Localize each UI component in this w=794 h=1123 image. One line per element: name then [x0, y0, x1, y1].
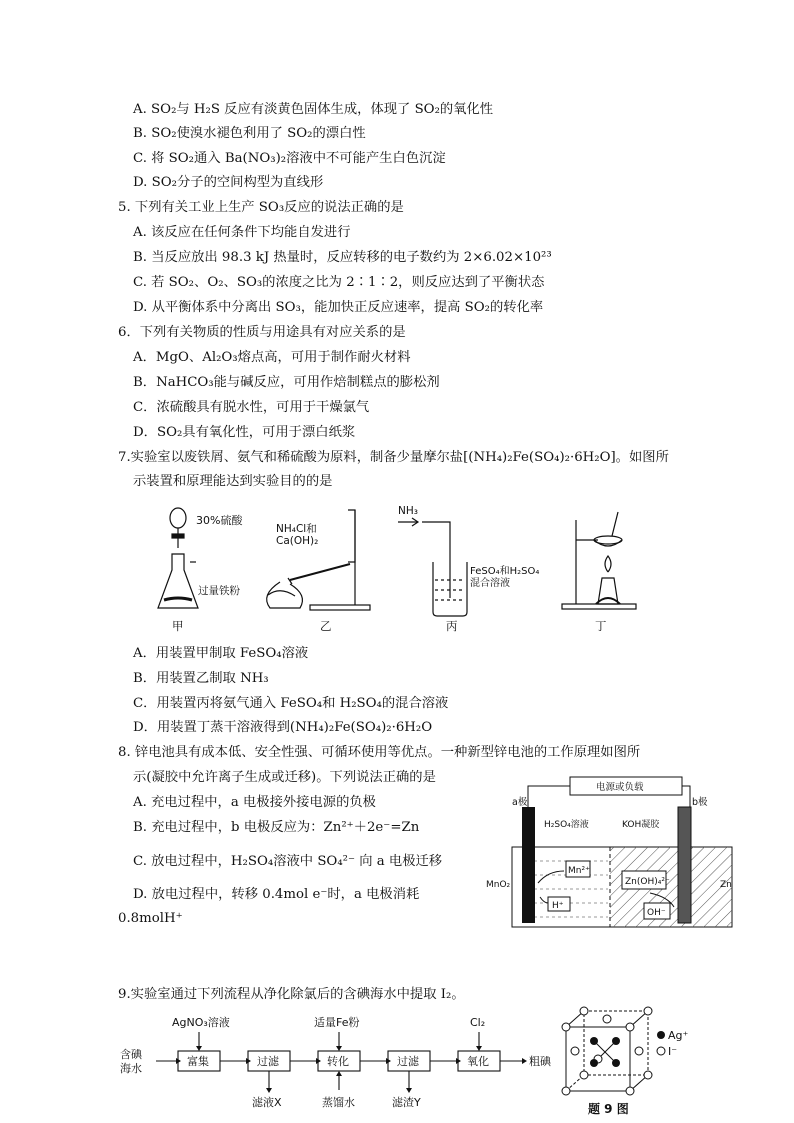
q5-option-b: B. 当反应放出 98.3 kJ 热量时，反应转移的电子数约为 2×6.02×10²³ — [133, 250, 552, 265]
battery-h-ion: H⁺ — [552, 901, 564, 911]
q8-option-d: D. 放电过程中，转移 0.4mol e⁻时，a 电极消耗 — [133, 887, 420, 902]
q8-option-b: B. 充电过程中，b 电极反应为：Zn²⁺＋2e⁻=Zn — [133, 820, 420, 835]
flow-input-cl2: Cl₂ — [470, 1016, 486, 1029]
crystal-figure-caption: 题 9 图 — [588, 1102, 629, 1116]
q7-apparatus-figure — [150, 500, 650, 635]
battery-b-label: b极 — [692, 797, 708, 808]
q5-option-c: C. 若 SO₂、O₂、SO₃的浓度之比为 2∶1∶2，则反应达到了平衡状态 — [133, 275, 545, 290]
q7-option-b: B．用装置乙制取 NH₃ — [133, 671, 269, 686]
legend-iodide: I⁻ — [668, 1045, 678, 1058]
flow-output: 粗碘 — [529, 1055, 551, 1068]
legend-ag: Ag⁺ — [668, 1029, 689, 1042]
q7-stem-line1: 7.实验室以废铁屑、氨气和稀硫酸为原料，制备少量摩尔盐[(NH₄)₂Fe(SO₄)₂·6H₂O]。如图所 — [118, 450, 669, 465]
q7-option-a: A．用装置甲制取 FeSO₄溶液 — [133, 646, 309, 661]
flow-step-oxidize: 氧化 — [467, 1055, 489, 1068]
flow-input-line2: 海水 — [120, 1062, 142, 1075]
q4-option-c: C. 将 SO₂通入 Ba(NO₃)₂溶液中不可能产生白色沉淀 — [133, 151, 446, 166]
flow-input-line1: 含碘 — [120, 1048, 142, 1061]
battery-figure — [482, 775, 754, 933]
q8-stem-line2: 示(凝胶中允许离子生成或迁移)。下列说法正确的是 — [133, 770, 436, 785]
q6-option-b: B．NaHCO₃能与碱反应，可用作焙制糕点的膨松剂 — [133, 375, 440, 390]
flow-filtrate-x: 滤液X — [252, 1096, 282, 1109]
bing-gas-label: NH₃ — [398, 505, 418, 517]
q7-option-d: D．用装置丁蒸干溶液得到(NH₄)₂Fe(SO₄)₂·6H₂O — [133, 720, 433, 735]
crystal-cell-figure — [560, 1005, 690, 1120]
flow-input-fe: 适量Fe粉 — [314, 1016, 360, 1029]
jia-caption: 甲 — [172, 619, 184, 633]
battery-oh-ion: OH⁻ — [647, 908, 666, 918]
ding-caption: 丁 — [595, 619, 607, 633]
q9-flowchart — [118, 1008, 558, 1118]
battery-mn-ion: Mn²⁺ — [568, 866, 590, 876]
yi-caption: 乙 — [320, 619, 332, 633]
q8-option-d-cont: 0.8molH⁺ — [118, 911, 183, 926]
q9-stem: 9.实验室通过下列流程从净化除氯后的含碘海水中提取 I₂。 — [118, 987, 465, 1002]
bing-caption: 丙 — [446, 619, 458, 633]
flow-step-filter-1: 过滤 — [257, 1055, 279, 1068]
q8-option-a: A. 充电过程中，a 电极接外接电源的负极 — [133, 795, 376, 810]
q8-option-c: C. 放电过程中，H₂SO₄溶液中 SO₄²⁻ 向 a 电极迁移 — [133, 854, 443, 869]
flow-distilled-water: 蒸馏水 — [322, 1096, 355, 1109]
q5-stem: 5. 下列有关工业上生产 SO₃反应的说法正确的是 — [118, 200, 404, 215]
bing-solution-label-2: 混合溶液 — [470, 578, 510, 589]
q6-stem: 6．下列有关物质的性质与用途具有对应关系的是 — [118, 325, 406, 340]
q8-stem-line1: 8. 锌电池具有成本低、安全性强、可循环使用等优点。一种新型锌电池的工作原理如图所 — [118, 745, 641, 760]
yi-reagent-label-1: NH₄Cl和 — [276, 523, 317, 535]
q7-option-c: C．用装置丙将氨气通入 FeSO₄和 H₂SO₄的混合溶液 — [133, 696, 449, 711]
battery-a-label: a极 — [512, 797, 528, 808]
q4-option-b: B. SO₂使溴水褪色利用了 SO₂的漂白性 — [133, 126, 366, 141]
q6-option-a: A．MgO、Al₂O₃熔点高，可用于制作耐火材料 — [133, 350, 411, 365]
jia-solid-label: 过量铁粉 — [198, 585, 240, 597]
battery-zincate-ion: Zn(OH)₄²⁻ — [625, 877, 670, 887]
q6-option-c: C．浓硫酸具有脱水性，可用于干燥氯气 — [133, 400, 370, 415]
flow-step-convert: 转化 — [327, 1055, 349, 1068]
bing-solution-label-1: FeSO₄和H₂SO₄ — [470, 566, 540, 577]
battery-zn-label: Zn — [720, 880, 732, 890]
q5-option-d: D. 从平衡体系中分离出 SO₃，能加快正反应速率，提高 SO₂的转化率 — [133, 300, 544, 315]
jia-reagent-label: 30%硫酸 — [196, 514, 243, 527]
flow-residue-y: 滤渣Y — [392, 1096, 421, 1109]
q5-option-a: A. 该反应在任何条件下均能自发进行 — [133, 225, 351, 240]
yi-reagent-label-2: Ca(OH)₂ — [276, 535, 319, 547]
q4-option-a: A. SO₂与 H₂S 反应有淡黄色固体生成，体现了 SO₂的氧化性 — [133, 102, 494, 117]
flow-input-agno3: AgNO₃溶液 — [172, 1016, 230, 1029]
flow-step-enrich: 富集 — [187, 1055, 209, 1068]
q4-option-d: D. SO₂分子的空间构型为直线形 — [133, 175, 324, 190]
battery-top-label: 电源或负载 — [596, 782, 644, 793]
q6-option-d: D．SO₂具有氧化性，可用于漂白纸浆 — [133, 425, 356, 440]
q7-stem-line2: 示装置和原理能达到实验目的的是 — [133, 474, 333, 489]
battery-left-solution: H₂SO₄溶液 — [544, 820, 589, 830]
flow-step-filter-2: 过滤 — [397, 1055, 419, 1068]
battery-mno2-label: MnO₂ — [486, 880, 511, 890]
battery-right-solution: KOH凝胶 — [622, 820, 660, 830]
